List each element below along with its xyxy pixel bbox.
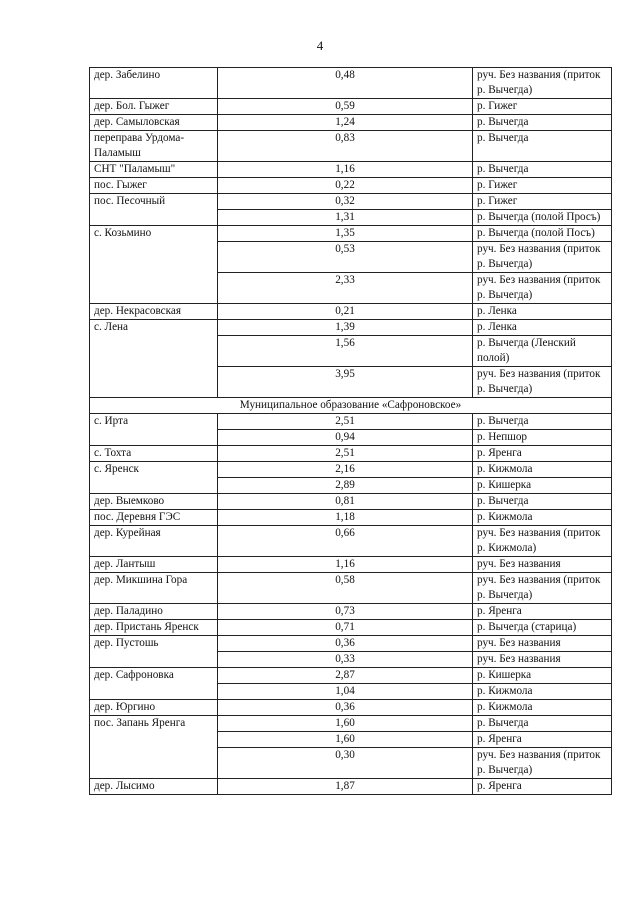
- value-cell: 0,83: [218, 131, 473, 162]
- value-cell: 1,04: [218, 684, 473, 700]
- value-cell: 1,87: [218, 779, 473, 795]
- settlement-cell: дер. Лантыш: [90, 557, 218, 573]
- water-body-cell: руч. Без названия: [473, 652, 612, 668]
- value-cell: 0,33: [218, 652, 473, 668]
- table-row: [90, 526, 612, 557]
- settlement-cell: пос. Деревня ГЭС: [90, 510, 218, 526]
- value-cell: 1,16: [218, 162, 473, 178]
- value-cell: 0,32: [218, 194, 473, 210]
- water-body-cell: р. Яренга: [473, 604, 612, 620]
- table-row: [90, 99, 612, 115]
- water-body-cell: р. Кишерка: [473, 668, 612, 684]
- settlement-cell: с. Козьмино: [90, 226, 218, 304]
- value-cell: 2,51: [218, 446, 473, 462]
- value-cell: 0,53: [218, 242, 473, 273]
- value-cell: 0,81: [218, 494, 473, 510]
- table-body: [90, 68, 612, 795]
- water-body-cell: р. Гижег: [473, 194, 612, 210]
- water-body-cell: руч. Без названия: [473, 557, 612, 573]
- table-row: [90, 636, 612, 652]
- settlement-cell: дер. Сафроновка: [90, 668, 218, 700]
- table-row: [90, 668, 612, 684]
- water-body-cell: р. Ленка: [473, 304, 612, 320]
- value-cell: 0,71: [218, 620, 473, 636]
- settlement-cell: дер. Микшина Гора: [90, 573, 218, 604]
- water-body-cell: руч. Без названия (приток р. Вычегда): [473, 242, 612, 273]
- value-cell: 0,59: [218, 99, 473, 115]
- settlement-cell: переправа Урдома-Паламыш: [90, 131, 218, 162]
- table-row: [90, 510, 612, 526]
- water-body-cell: р. Кижмола: [473, 700, 612, 716]
- water-body-cell: р. Гижег: [473, 178, 612, 194]
- value-cell: 1,39: [218, 320, 473, 336]
- water-body-cell: р. Яренга: [473, 732, 612, 748]
- water-body-cell: руч. Без названия (приток р. Кижмола): [473, 526, 612, 557]
- value-cell: 0,73: [218, 604, 473, 620]
- value-cell: 3,95: [218, 367, 473, 398]
- water-body-cell: р. Вычегда: [473, 131, 612, 162]
- settlement-cell: с. Ирта: [90, 414, 218, 446]
- water-body-cell: р. Вычегда: [473, 716, 612, 732]
- table-row: [90, 446, 612, 462]
- water-body-cell: р. Кижмола: [473, 462, 612, 478]
- value-cell: 1,35: [218, 226, 473, 242]
- value-cell: 0,58: [218, 573, 473, 604]
- settlement-cell: дер. Курейная: [90, 526, 218, 557]
- water-body-cell: р. Непшор: [473, 430, 612, 446]
- table-row: [90, 304, 612, 320]
- table-row: [90, 462, 612, 478]
- value-cell: 2,89: [218, 478, 473, 494]
- settlement-cell: дер. Юргино: [90, 700, 218, 716]
- value-cell: 1,60: [218, 716, 473, 732]
- settlements-table: [89, 67, 612, 795]
- water-body-cell: руч. Без названия: [473, 636, 612, 652]
- water-body-cell: р. Вычегда: [473, 162, 612, 178]
- settlement-cell: дер. Забелино: [90, 68, 218, 99]
- value-cell: 0,36: [218, 700, 473, 716]
- water-body-cell: р. Вычегда: [473, 414, 612, 430]
- water-body-cell: р. Вычегда (старица): [473, 620, 612, 636]
- page-number: 4: [316, 38, 324, 53]
- settlement-cell: с. Яренск: [90, 462, 218, 494]
- settlement-cell: дер. Паладино: [90, 604, 218, 620]
- value-cell: 0,48: [218, 68, 473, 99]
- water-body-cell: р. Вычегда (полой Просъ): [473, 210, 612, 226]
- settlement-cell: пос. Песочный: [90, 194, 218, 226]
- table-row: [90, 320, 612, 336]
- settlement-cell: дер. Бол. Гыжег: [90, 99, 218, 115]
- value-cell: 0,30: [218, 748, 473, 779]
- water-body-cell: руч. Без названия (приток р. Вычегда): [473, 68, 612, 99]
- table-row: [90, 414, 612, 430]
- table-row: [90, 194, 612, 210]
- water-body-cell: руч. Без названия (приток р. Вычегда): [473, 573, 612, 604]
- water-body-cell: руч. Без названия (приток р. Вычегда): [473, 367, 612, 398]
- water-body-cell: р. Яренга: [473, 446, 612, 462]
- settlement-cell: дер. Лысимо: [90, 779, 218, 795]
- table-row: [90, 162, 612, 178]
- water-body-cell: р. Ленка: [473, 320, 612, 336]
- value-cell: 2,33: [218, 273, 473, 304]
- water-body-cell: р. Яренга: [473, 779, 612, 795]
- settlement-cell: дер. Выемково: [90, 494, 218, 510]
- settlement-cell: СНТ "Паламыш": [90, 162, 218, 178]
- value-cell: 2,16: [218, 462, 473, 478]
- table-row: [90, 226, 612, 242]
- value-cell: 1,31: [218, 210, 473, 226]
- value-cell: 1,56: [218, 336, 473, 367]
- table-row: [90, 700, 612, 716]
- table-row: [90, 131, 612, 162]
- value-cell: 0,36: [218, 636, 473, 652]
- settlement-cell: с. Тохта: [90, 446, 218, 462]
- value-cell: 0,21: [218, 304, 473, 320]
- table-row: [90, 604, 612, 620]
- value-cell: 2,51: [218, 414, 473, 430]
- table-row: [90, 573, 612, 604]
- water-body-cell: р. Кижмола: [473, 510, 612, 526]
- value-cell: 1,18: [218, 510, 473, 526]
- table-row: [90, 178, 612, 194]
- water-body-cell: р. Вычегда (Ленский полой): [473, 336, 612, 367]
- settlement-cell: пос. Гыжег: [90, 178, 218, 194]
- water-body-cell: р. Гижег: [473, 99, 612, 115]
- water-body-cell: р. Вычегда (полой Посъ): [473, 226, 612, 242]
- settlement-cell: дер. Пристань Яренск: [90, 620, 218, 636]
- settlement-cell: дер. Некрасовская: [90, 304, 218, 320]
- settlement-cell: пос. Запань Яренга: [90, 716, 218, 779]
- section-title: Муниципальное образование «Сафроновское»: [90, 398, 612, 414]
- settlement-cell: дер. Самыловская: [90, 115, 218, 131]
- settlement-cell: дер. Пустошь: [90, 636, 218, 668]
- settlement-cell: с. Лена: [90, 320, 218, 398]
- water-body-cell: руч. Без названия (приток р. Вычегда): [473, 273, 612, 304]
- table-row: [90, 494, 612, 510]
- water-body-cell: р. Кишерка: [473, 478, 612, 494]
- section-header-row: [90, 398, 612, 414]
- value-cell: 0,66: [218, 526, 473, 557]
- table-row: [90, 115, 612, 131]
- value-cell: 1,24: [218, 115, 473, 131]
- water-body-cell: р. Кижмола: [473, 684, 612, 700]
- water-body-cell: р. Вычегда: [473, 115, 612, 131]
- table-row: [90, 557, 612, 573]
- value-cell: 1,60: [218, 732, 473, 748]
- value-cell: 2,87: [218, 668, 473, 684]
- value-cell: 0,94: [218, 430, 473, 446]
- water-body-cell: р. Вычегда: [473, 494, 612, 510]
- table-row: [90, 620, 612, 636]
- value-cell: 1,16: [218, 557, 473, 573]
- table-row: [90, 68, 612, 99]
- value-cell: 0,22: [218, 178, 473, 194]
- table-row: [90, 779, 612, 795]
- water-body-cell: руч. Без названия (приток р. Вычегда): [473, 748, 612, 779]
- table-row: [90, 716, 612, 732]
